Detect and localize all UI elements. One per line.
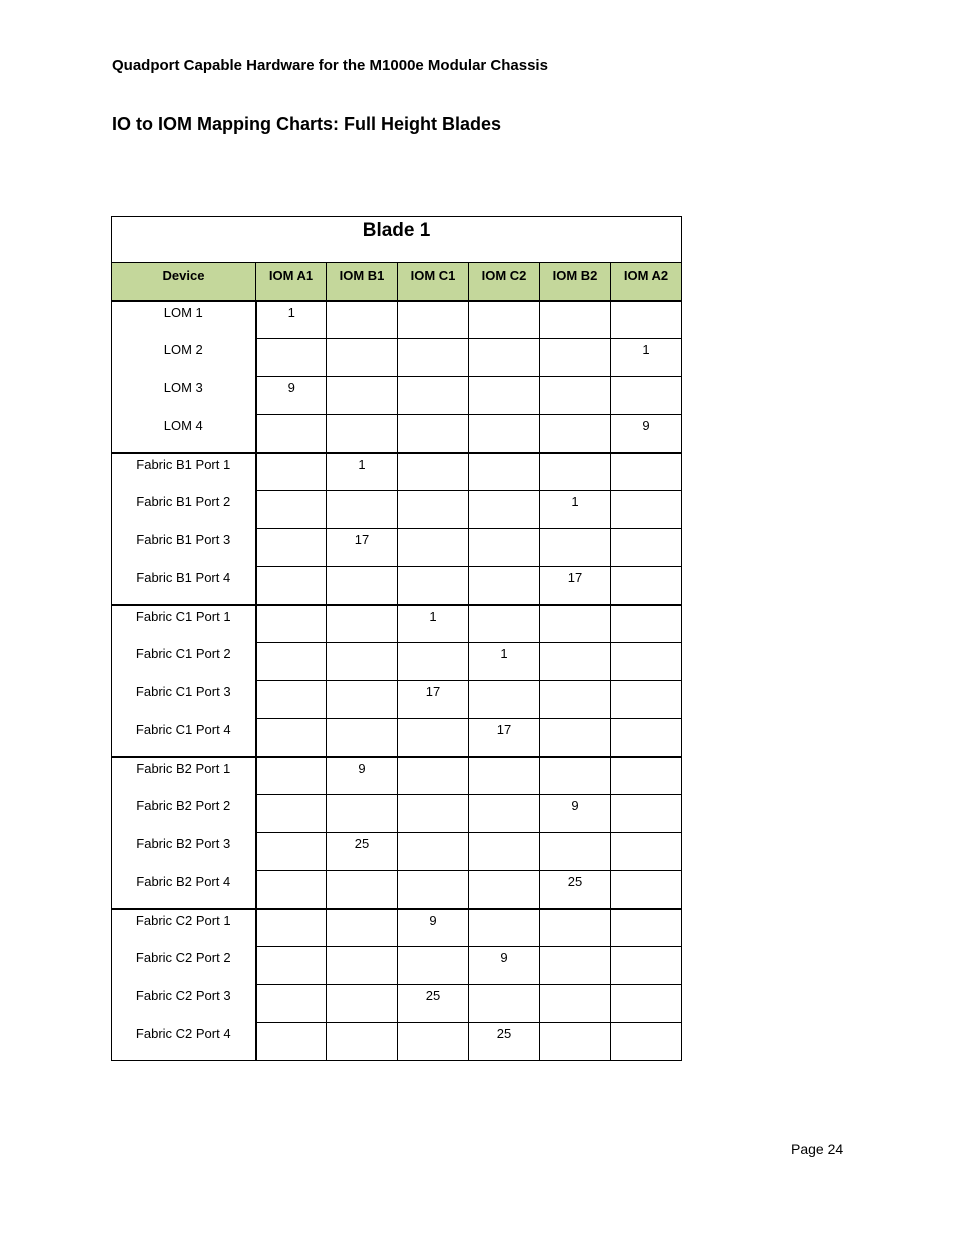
mapping-cell [256,909,327,947]
table-row [112,377,682,415]
mapping-cell [256,719,327,757]
mapping-cell: 9 [611,415,682,453]
mapping-cell: 1 [469,643,540,681]
mapping-cell [540,453,611,491]
table-row [112,947,682,985]
table-row [112,985,682,1023]
mapping-cell: 25 [398,985,469,1023]
device-cell: Fabric B2 Port 4 [112,871,256,909]
mapping-cell [327,871,398,909]
table-row [112,415,682,453]
mapping-cell [611,871,682,909]
mapping-cell [256,605,327,643]
mapping-cell [469,795,540,833]
mapping-cell: 17 [327,529,398,567]
section-title: IO to IOM Mapping Charts: Full Height Blades [112,114,502,134]
mapping-cell [256,491,327,529]
mapping-cell [540,757,611,795]
table-row [112,757,682,795]
mapping-cell [256,453,327,491]
table-title: Blade 1 [112,217,682,263]
mapping-cell: 17 [540,567,611,605]
mapping-cell [327,605,398,643]
mapping-cell [327,719,398,757]
table-row [112,453,682,491]
mapping-cell [611,795,682,833]
mapping-cell [256,1023,327,1061]
mapping-cell [256,947,327,985]
table-row [112,681,682,719]
mapping-cell: 1 [611,339,682,377]
mapping-cell [611,301,682,339]
mapping-cell [256,643,327,681]
mapping-cell [398,643,469,681]
mapping-cell [540,605,611,643]
mapping-cell: 17 [469,719,540,757]
mapping-cell [611,643,682,681]
mapping-cell: 1 [398,605,469,643]
mapping-cell: 1 [256,301,327,339]
mapping-cell [327,909,398,947]
mapping-cell [398,833,469,871]
mapping-cell: 25 [469,1023,540,1061]
mapping-cell [256,985,327,1023]
mapping-cell [469,909,540,947]
column-header-iom-b2: IOM B2 [540,263,611,301]
column-header-iom-c2: IOM C2 [469,263,540,301]
mapping-cell [611,1023,682,1061]
mapping-cell [327,491,398,529]
mapping-cell [611,567,682,605]
mapping-cell [398,1023,469,1061]
mapping-cell [469,605,540,643]
device-cell: LOM 4 [112,415,256,453]
device-cell: Fabric C2 Port 2 [112,947,256,985]
table-row [112,339,682,377]
table-row [112,795,682,833]
mapping-cell: 25 [327,833,398,871]
page-number: Page 24 [791,1141,844,1157]
mapping-cell [327,1023,398,1061]
mapping-cell [256,871,327,909]
mapping-cell [398,339,469,377]
mapping-cell: 1 [327,453,398,491]
mapping-cell [327,301,398,339]
table-row [112,719,682,757]
device-cell: Fabric B2 Port 3 [112,833,256,871]
mapping-cell: 9 [469,947,540,985]
mapping-cell [469,377,540,415]
mapping-cell [611,491,682,529]
mapping-cell [398,301,469,339]
device-cell: Fabric C2 Port 3 [112,985,256,1023]
io-iom-mapping-table [111,216,682,1061]
column-header-iom-a1: IOM A1 [256,263,327,301]
mapping-cell: 9 [327,757,398,795]
mapping-cell [611,453,682,491]
mapping-cell [540,719,611,757]
device-cell: Fabric B2 Port 1 [112,757,256,795]
mapping-cell [327,339,398,377]
mapping-table-container [111,216,681,1061]
mapping-cell [327,681,398,719]
mapping-cell [327,415,398,453]
mapping-cell [398,567,469,605]
mapping-cell [398,871,469,909]
mapping-cell [469,491,540,529]
mapping-cell [256,339,327,377]
mapping-cell [256,757,327,795]
device-cell: Fabric C1 Port 2 [112,643,256,681]
mapping-cell [398,491,469,529]
mapping-cell [540,909,611,947]
device-cell: LOM 2 [112,339,256,377]
mapping-cell [469,339,540,377]
mapping-cell [540,377,611,415]
mapping-cell [469,871,540,909]
device-cell: Fabric C1 Port 4 [112,719,256,757]
mapping-cell [469,681,540,719]
table-row [112,567,682,605]
table-row [112,833,682,871]
mapping-cell [256,833,327,871]
mapping-cell [398,757,469,795]
mapping-cell [398,377,469,415]
column-header-device: Device [112,263,256,301]
mapping-cell [611,377,682,415]
device-cell: Fabric C1 Port 3 [112,681,256,719]
mapping-cell [540,833,611,871]
mapping-cell [256,681,327,719]
mapping-cell [611,985,682,1023]
mapping-cell [469,985,540,1023]
mapping-cell [327,377,398,415]
column-header-row [112,263,682,301]
mapping-cell [540,643,611,681]
table-row [112,301,682,339]
mapping-cell [327,985,398,1023]
mapping-cell [256,795,327,833]
mapping-cell [256,529,327,567]
mapping-cell [540,681,611,719]
mapping-cell [327,795,398,833]
device-cell: LOM 3 [112,377,256,415]
column-header-iom-c1: IOM C1 [398,263,469,301]
mapping-cell [469,453,540,491]
mapping-cell [398,453,469,491]
mapping-cell: 17 [398,681,469,719]
table-row [112,643,682,681]
table-row [112,605,682,643]
table-row [112,909,682,947]
mapping-cell [398,795,469,833]
mapping-cell [469,757,540,795]
device-cell: Fabric C2 Port 4 [112,1023,256,1061]
mapping-cell: 9 [540,795,611,833]
device-cell: Fabric B2 Port 2 [112,795,256,833]
mapping-cell [611,947,682,985]
document-header: Quadport Capable Hardware for the M1000e Modular Chassis [112,57,548,74]
mapping-cell [469,567,540,605]
mapping-cell [469,833,540,871]
device-cell: Fabric B1 Port 4 [112,567,256,605]
mapping-cell [469,301,540,339]
mapping-cell [540,985,611,1023]
mapping-cell: 9 [256,377,327,415]
mapping-cell [469,415,540,453]
mapping-cell [327,567,398,605]
mapping-cell [611,833,682,871]
table-row [112,871,682,909]
mapping-cell [540,529,611,567]
mapping-cell [611,529,682,567]
mapping-cell [398,947,469,985]
mapping-cell [256,567,327,605]
mapping-cell [611,605,682,643]
mapping-cell [540,947,611,985]
mapping-cell [469,529,540,567]
mapping-cell [540,339,611,377]
mapping-cell: 9 [398,909,469,947]
mapping-cell [398,415,469,453]
column-header-iom-a2: IOM A2 [611,263,682,301]
mapping-cell [611,681,682,719]
mapping-cell: 25 [540,871,611,909]
mapping-cell [327,643,398,681]
device-cell: Fabric B1 Port 1 [112,453,256,491]
mapping-cell [611,909,682,947]
column-header-iom-b1: IOM B1 [327,263,398,301]
table-body [112,301,682,1061]
mapping-cell [398,529,469,567]
mapping-cell [398,719,469,757]
device-cell: Fabric B1 Port 3 [112,529,256,567]
mapping-cell [611,719,682,757]
device-cell: Fabric C2 Port 1 [112,909,256,947]
mapping-cell [540,301,611,339]
mapping-cell [256,415,327,453]
device-cell: Fabric B1 Port 2 [112,491,256,529]
table-row [112,529,682,567]
mapping-cell [327,947,398,985]
mapping-cell [540,415,611,453]
device-cell: Fabric C1 Port 1 [112,605,256,643]
mapping-cell [540,1023,611,1061]
mapping-cell [611,757,682,795]
mapping-cell: 1 [540,491,611,529]
table-row [112,491,682,529]
table-row [112,1023,682,1061]
device-cell: LOM 1 [112,301,256,339]
